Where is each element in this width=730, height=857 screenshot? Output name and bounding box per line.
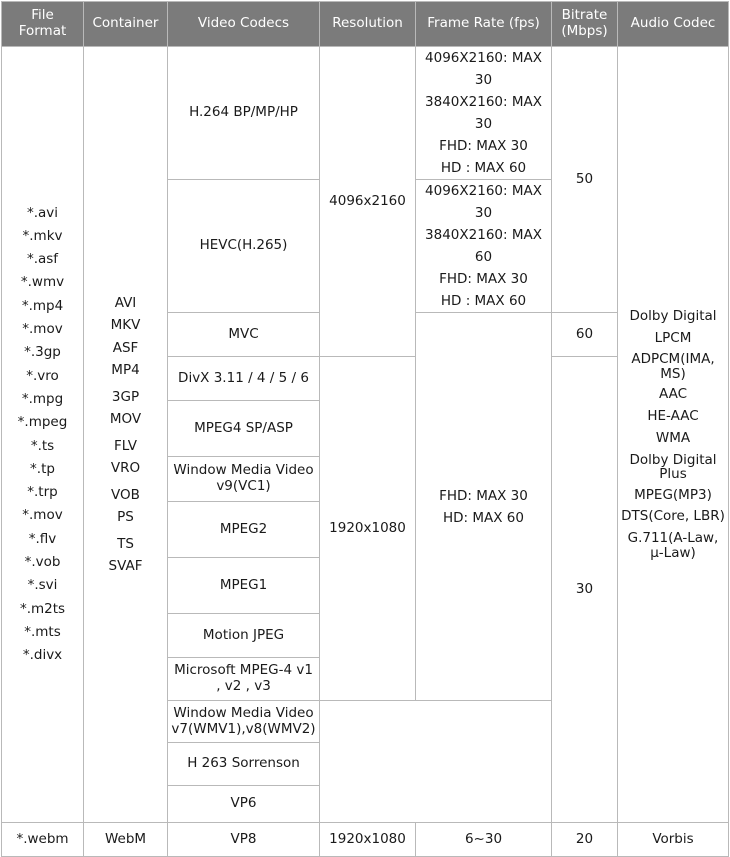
header-file-format: File Format — [2, 2, 84, 47]
audio-codec-list — [618, 47, 729, 823]
codec-msmpeg4: Microsoft MPEG-4 v1 , v2 , v3 — [168, 658, 320, 701]
frame-rate-line: FHD: MAX 30 — [439, 487, 528, 504]
webm-frame-rate: 6~30 — [416, 823, 552, 857]
file-format-item: *.flv — [28, 530, 57, 547]
container-item: VRO — [110, 460, 141, 476]
audio-codec-item: G.711(A-Law, μ-Law) — [627, 530, 719, 561]
codec-mpeg1: MPEG1 — [168, 558, 320, 614]
file-format-list — [2, 47, 84, 823]
audio-codec-item: AAC — [658, 386, 688, 403]
frame-rate-line: 3840X2160: MAX 30 — [425, 94, 542, 132]
container-list — [84, 47, 168, 823]
audio-codec-item: HE-AAC — [647, 408, 699, 425]
audio-codec-item: WMA — [655, 429, 691, 446]
frame-rate-line: 3840X2160: MAX 60 — [425, 227, 542, 265]
frame-rate-line: HD : MAX 60 — [440, 293, 527, 309]
codec-divx: DivX 3.11 / 4 / 5 / 6 — [168, 357, 320, 401]
frame-rate-line: 4096X2160: MAX 30 — [425, 183, 542, 221]
bitrate-50: 50 — [552, 47, 618, 313]
file-format-item: *.wmv — [20, 274, 65, 291]
webm-container: WebM — [84, 823, 168, 857]
codec-mpeg4: MPEG4 SP/ASP — [168, 401, 320, 457]
codec-mjpeg: Motion JPEG — [168, 614, 320, 658]
file-format-item: *.mov — [22, 507, 63, 524]
file-format-item: *.svi — [27, 577, 58, 594]
table-row — [2, 823, 729, 857]
audio-codec-item: MPEG(MP3) — [634, 486, 712, 503]
file-format-item: *.mp4 — [21, 297, 64, 314]
container-item: TS — [117, 535, 134, 552]
file-format-item: *.mpeg — [17, 414, 68, 431]
table-row — [2, 47, 729, 180]
file-format-item: *.mov — [22, 321, 63, 338]
frame-rate-hevc — [416, 180, 552, 313]
container-item: ASF — [112, 339, 139, 356]
frame-rate-line: HD: MAX 60 — [443, 509, 524, 526]
container-item: AVI — [114, 294, 137, 311]
header-video-codecs: Video Codecs — [168, 2, 320, 47]
bitrate-60: 60 — [552, 313, 618, 357]
container-item: FLV — [113, 437, 138, 454]
header-resolution: Resolution — [320, 2, 416, 47]
frame-rate-h264 — [416, 47, 552, 180]
webm-codec: VP8 — [168, 823, 320, 857]
codec-wmv78: Window Media Video v7(WMV1),v8(WMV2) — [168, 701, 320, 743]
bitrate-30: 30 — [552, 357, 618, 823]
file-format-item: *.tp — [30, 460, 55, 477]
file-format-item: *.mkv — [22, 227, 63, 244]
file-format-item: *.m2ts — [19, 600, 66, 617]
codec-wmv9: Window Media Video v9(VC1) — [168, 457, 320, 502]
frame-rate-1080-group — [416, 313, 552, 701]
webm-bitrate: 20 — [552, 823, 618, 857]
header-audio-codec: Audio Codec — [618, 2, 729, 47]
header-container: Container — [84, 2, 168, 47]
file-format-item: *.vro — [26, 367, 59, 384]
audio-codec-item: Dolby Digital — [629, 307, 717, 324]
codec-h263: H 263 Sorrenson — [168, 743, 320, 786]
audio-codec-item: DTS(Core, LBR) — [621, 508, 725, 525]
webm-resolution: 1920x1080 — [320, 823, 416, 857]
audio-codec-item: ADPCM(IMA, MS) — [631, 351, 715, 382]
file-format-item: *.mts — [24, 623, 61, 640]
file-format-item: *.mpg — [21, 390, 64, 407]
file-format-item: *.avi — [26, 204, 59, 221]
frame-rate-line: 4096X2160: MAX 30 — [425, 50, 542, 88]
container-item: SVAF — [108, 558, 143, 574]
file-format-item: *.trp — [27, 484, 58, 501]
container-item: MP4 — [111, 362, 140, 378]
resolution-4k: 4096x2160 — [320, 47, 416, 357]
container-item: 3GP — [111, 388, 140, 405]
codec-mvc: MVC — [168, 313, 320, 357]
header-frame-rate: Frame Rate (fps) — [416, 2, 552, 47]
container-item: MKV — [110, 317, 141, 333]
header-row — [2, 2, 729, 47]
webm-audio-codec: Vorbis — [618, 823, 729, 857]
file-format-item: *.vob — [24, 553, 61, 570]
codec-h264: H.264 BP/MP/HP — [168, 47, 320, 180]
resolution-1080: 1920x1080 — [320, 357, 416, 701]
file-format-item: *.3gp — [24, 344, 61, 361]
file-format-item: *.divx — [22, 647, 63, 664]
container-item: MOV — [109, 411, 142, 427]
file-format-item: *.ts — [30, 437, 55, 454]
frame-rate-line: HD : MAX 60 — [440, 160, 527, 176]
audio-codec-item: Dolby Digital Plus — [629, 451, 717, 483]
header-bitrate: Bitrate (Mbps) — [552, 2, 618, 47]
codec-vp6: VP6 — [168, 786, 320, 823]
codec-hevc: HEVC(H.265) — [168, 180, 320, 313]
container-item: VOB — [111, 486, 140, 503]
frame-rate-line: FHD: MAX 30 — [439, 138, 528, 154]
codec-mpeg2: MPEG2 — [168, 502, 320, 558]
webm-file-format: *.webm — [2, 823, 84, 857]
file-format-item: *.asf — [26, 251, 59, 268]
frame-rate-line: FHD: MAX 30 — [439, 271, 528, 287]
container-item: PS — [117, 509, 134, 525]
audio-codec-item: LPCM — [654, 329, 692, 346]
video-spec-table — [1, 1, 729, 857]
